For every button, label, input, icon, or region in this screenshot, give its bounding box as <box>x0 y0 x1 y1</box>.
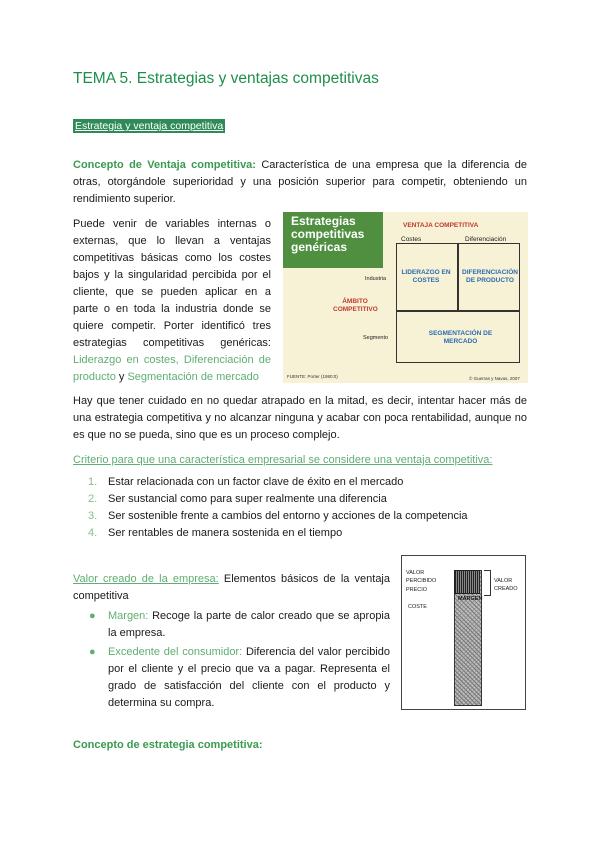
list-item: 4. Ser rentables de manera sostenida en el tiempo <box>88 527 343 539</box>
list-item: 1. Estar relacionada con un factor clave de éxito en el mercado <box>88 476 404 488</box>
coste-label: COSTE <box>408 604 427 610</box>
margen-label: MARGEN <box>458 596 483 602</box>
row-industria-label: Industria <box>365 276 387 282</box>
row-segmento-label: Segmento <box>363 335 389 341</box>
porter-paragraph <box>73 216 271 386</box>
cell-liderazgo: LIDERAZGO EN COSTES <box>401 269 451 284</box>
valor-creado-fig-label-2: CREADO <box>494 586 518 592</box>
value-created-figure <box>401 555 526 710</box>
figure-source: FUENTE: Porter (1980:0) <box>287 374 338 379</box>
figure-copyright: © Guerras y Navas, 2007 <box>469 376 520 381</box>
criterio-heading: Criterio para que una característica empresarial se considere una ventaja competitiva: <box>73 454 493 466</box>
concepto-estrategia-heading: Concepto de estrategia competitiva: <box>73 739 263 751</box>
criterio-list <box>88 474 468 542</box>
page-title: TEMA 5. Estrategias y ventajas competitivas <box>73 70 379 87</box>
valor-creado-paragraph <box>73 571 390 605</box>
valor-creado-fig-label-1: VALOR <box>494 578 513 584</box>
valor-label: VALOR <box>406 570 425 576</box>
cell-segmentacion: SEGMENTACIÓN DE MERCADO <box>428 330 493 345</box>
margin-segment <box>454 570 480 594</box>
concepto-ventaja-text: Característica de una empresa que la diferencia de otras, otorgándole superioridad y una posición superior para competir, obteniendo un rendimiento superior. <box>73 159 527 205</box>
valor-list <box>88 608 390 714</box>
ambito-competitivo-label: ÁMBITO COMPETITIVO <box>333 298 378 313</box>
list-item: ● Margen: Recoge la parte de calor creado que se apropia la empresa. <box>89 610 390 639</box>
porter-mid: y <box>115 371 128 383</box>
valor-creado-label: Valor creado de la empresa: <box>73 573 219 585</box>
col-diferenciacion-label: Diferenciación <box>465 236 507 243</box>
percibido-label: PERCIBIDO <box>406 578 437 584</box>
porter-highlight-2: Segmentación de mercado <box>127 371 259 383</box>
porter-text: Puede venir de variables internas o externas, que lo llevan a ventajas competitivas básicas como los costes bajos y la singularidad percibida por el cliente, que se pueden aplicar en a parte o en toda la industria donde se quiere competir. Porter identificó tres estrategias competitivas genéricas: <box>73 218 271 349</box>
cell-diferenciacion: DIFERENCIACIÓN DE PRODUCTO <box>462 269 518 284</box>
atrapado-paragraph: Hay que tener cuidado en no quedar atrapado en la mitad, es decir, intentar hacer más de una estrategia competitiva y no alcanzar ninguna y acabar con poca rentabilidad, aunque no es que no se pueda, sino que es un proceso complejo. <box>73 395 527 441</box>
generic-strategies-figure <box>283 212 528 383</box>
section-heading: Estrategia y ventaja competitiva <box>75 120 224 132</box>
list-item: 3. Ser sostenible frente a cambios del entorno y acciones de la competencia <box>88 510 468 522</box>
valor-creado-text: Elementos básicos de la ventaja competitiva <box>73 573 390 602</box>
strategy-grid <box>396 243 520 363</box>
figure-box-title: Estrategias competitivas genéricas <box>283 212 383 268</box>
ventaja-competitiva-label: VENTAJA COMPETITIVA <box>403 222 479 229</box>
porter-highlight-1: Liderazgo en costes, Diferenciación de producto <box>73 354 271 383</box>
col-costes-label: Costes <box>401 236 422 243</box>
concepto-ventaja-paragraph <box>73 157 527 208</box>
brace <box>484 570 491 596</box>
list-item: 2. Ser sustancial como para super realmente una diferencia <box>88 493 387 505</box>
list-item: ● Excedente del consumidor: Diferencia del valor percibido por el cliente y el precio que va a pagar. Representa el grado de satisfacción del cliente con el producto y determina su compra. <box>89 646 390 709</box>
precio-label: PRECIO <box>406 587 428 593</box>
concepto-ventaja-label: Concepto de Ventaja competitiva: <box>73 159 256 171</box>
